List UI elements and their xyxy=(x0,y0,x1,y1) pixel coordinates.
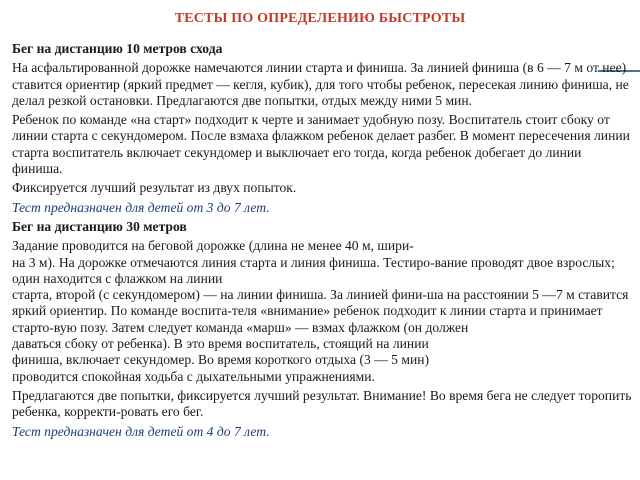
text-line: проводится спокойная ходьба с дыхательными упражнениями. xyxy=(12,368,375,384)
paragraph: Ребенок по команде «на старт» подходит к черте и занимает удобную позу. Воспитатель стоит сбоку от линии старта с секундомером. После взмаха флажком ребенок делает разбег. В момент пересечения линии старта воспитатель включает секундомер и выключает его тогда, когда ребенок добегает до линии финиша. xyxy=(12,112,630,177)
document-body xyxy=(12,41,632,443)
text-line: Задание проводится на беговой дорожке (длина не менее 40 м, шири- xyxy=(12,238,414,254)
paragraph: Предлагаются две попытки, фиксируется лучший результат. Внимание! Во время бега не следует торопить ребенка, корректи-ровать его бег. xyxy=(12,387,632,420)
age-note: Тест предназначен для детей от 3 до 7 лет. xyxy=(12,199,270,215)
paragraph: На асфальтированной дорожке намечаются линии старта и финиша. За линией финиша (в 6 — 7 м от нее) ставится ориентир (яркий предмет — кегля, кубик), для того чтобы ребенок, пересекая линию финиша, не делал резкой остановки. Предлагаются две попытки, отдых между ними 5 мин. xyxy=(12,60,629,108)
age-note: Тест предназначен для детей от 4 до 7 лет. xyxy=(12,423,270,439)
text-line: даваться сбоку от ребенка). В это время воспитатель, стоящий на линии xyxy=(12,336,429,352)
text-line: старта, второй (с секундомером) — на линии финиша. За линией фини-ша на расстоянии 5 —7 м ставится яркий ориентир. По команде воспита-теля «внимание» ребенок подходит к линии старта и принимает старто-вую позу. Затем следует команда «марш» — взмах флажком (он должен xyxy=(12,287,629,335)
text-line: на 3 м). На дорожке отмечаются линия старта и линия финиша. Тестиро-вание проводят двое взрослых; один находится с флажком на линии xyxy=(12,254,615,286)
paragraph xyxy=(12,238,632,385)
section-heading-30m: Бег на дистанцию 30 метров xyxy=(12,218,187,234)
text-line: финиша, включает секундомер. Во время короткого отдыха (3 — 5 мин) xyxy=(12,352,430,368)
page-title: ТЕСТЫ ПО ОПРЕДЕЛЕНИЮ БЫСТРОТЫ xyxy=(174,11,466,26)
paragraph: Фиксируется лучший результат из двух попыток. xyxy=(12,180,297,196)
section-heading-10m: Бег на дистанцию 10 метров схода xyxy=(12,41,223,56)
